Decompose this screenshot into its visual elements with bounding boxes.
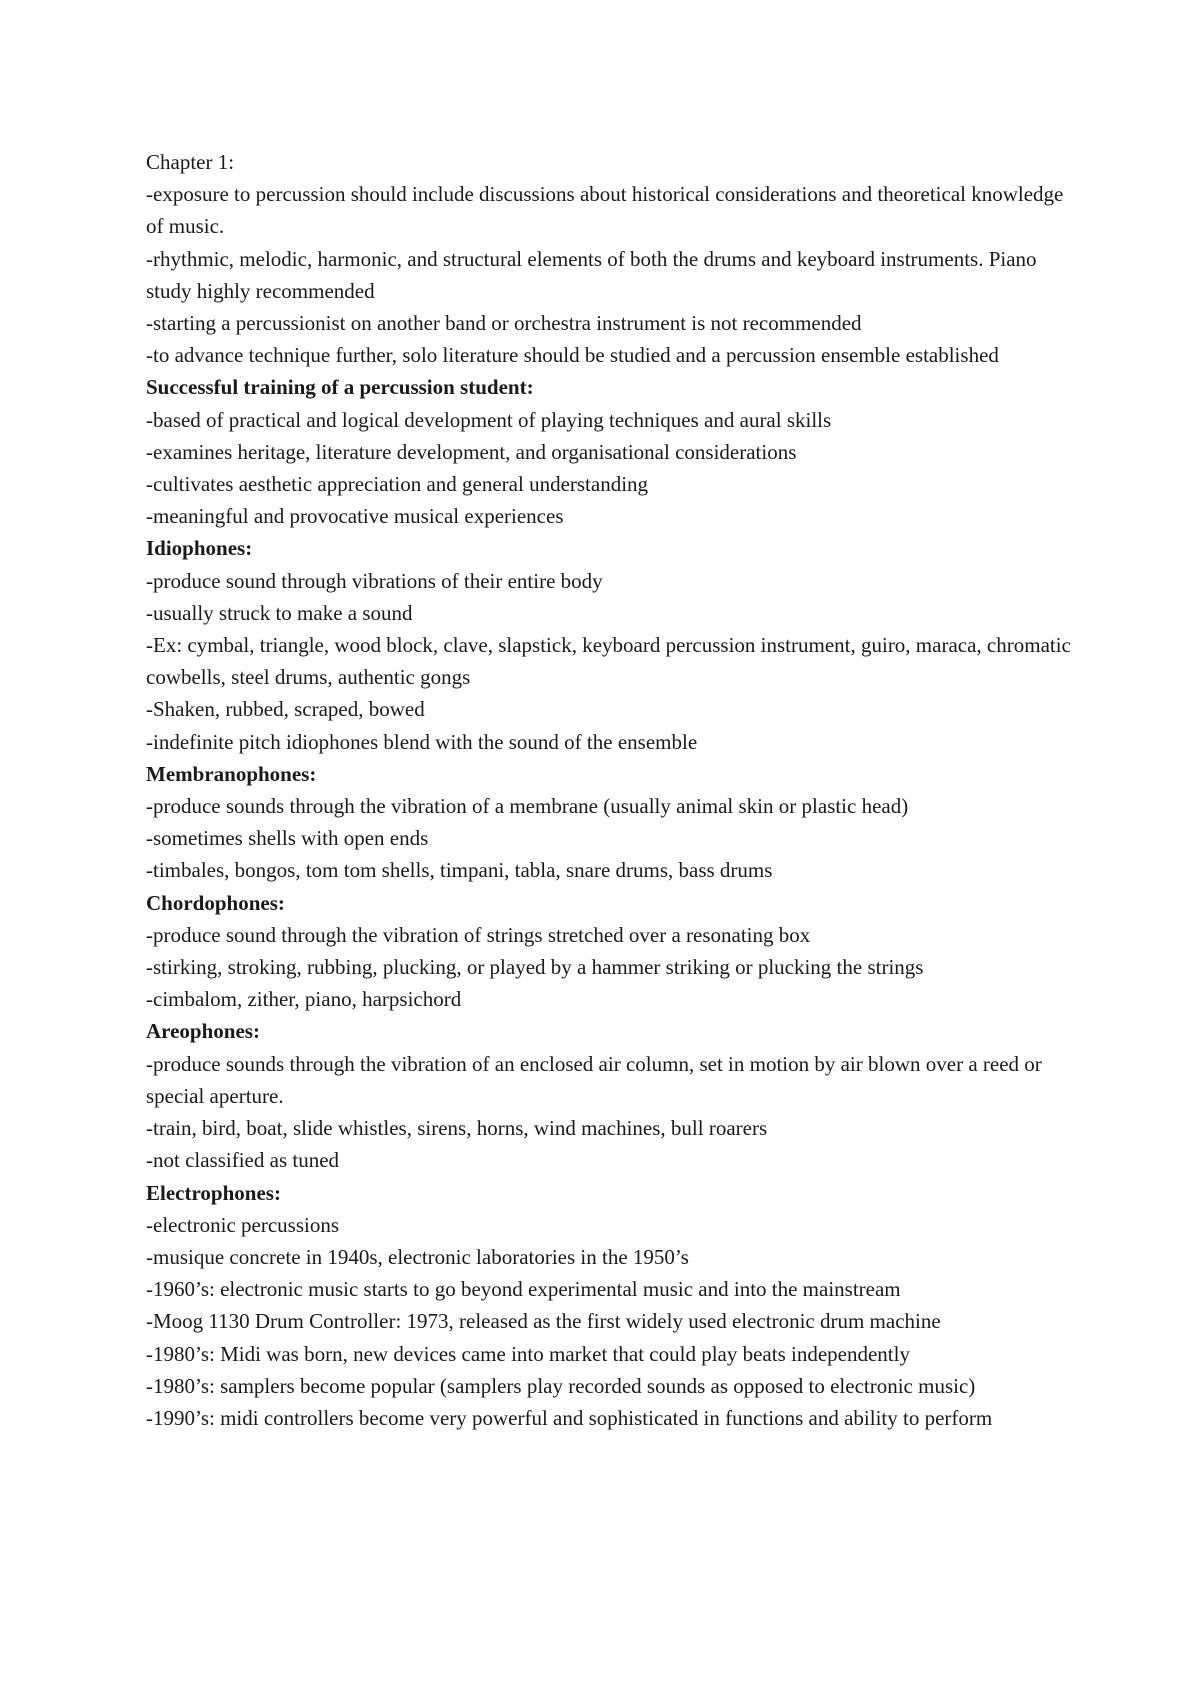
list-item: -meaningful and provocative musical experiences — [146, 504, 564, 529]
section-heading: Idiophones: — [146, 536, 253, 561]
intro-item: -rhythmic, melodic, harmonic, and structural elements of both the drums and keyboard instruments. Piano study highly recommended — [146, 246, 1037, 303]
list-item: -1980’s: Midi was born, new devices came into market that could play beats independently — [146, 1341, 910, 1366]
intro-item: -exposure to percussion should include discussions about historical considerations and theoretical knowledge of music. — [146, 182, 1064, 239]
list-item: -timbales, bongos, tom tom shells, timpani, tabla, snare drums, bass drums — [146, 858, 773, 883]
list-item: -cultivates aesthetic appreciation and general understanding — [146, 472, 649, 497]
list-item: -based of practical and logical development of playing techniques and aural skills — [146, 407, 832, 432]
list-item: -produce sounds through the vibration of a membrane (usually animal skin or plastic head) — [146, 794, 909, 819]
section-membranophones — [146, 758, 1076, 887]
list-item: -not classified as tuned — [146, 1148, 340, 1173]
section-electrophones — [146, 1177, 1076, 1435]
section-training — [146, 371, 1076, 532]
list-item: -indefinite pitch idiophones blend with the sound of the ensemble — [146, 729, 698, 754]
list-item: -train, bird, boat, slide whistles, sirens, horns, wind machines, bull roarers — [146, 1116, 768, 1141]
list-item: -produce sound through the vibration of strings stretched over a resonating box — [146, 922, 811, 947]
list-item: -sometimes shells with open ends — [146, 826, 429, 851]
list-item: -1990’s: midi controllers become very powerful and sophisticated in functions and ability to perform — [146, 1405, 993, 1430]
section-heading: Areophones: — [146, 1019, 260, 1044]
list-item: -1980’s: samplers become popular (samplers play recorded sounds as opposed to electronic music) — [146, 1373, 976, 1398]
section-heading: Membranophones: — [146, 761, 317, 786]
list-item: -musique concrete in 1940s, electronic laboratories in the 1950’s — [146, 1244, 689, 1269]
document-page — [146, 146, 1076, 1434]
section-heading: Chordophones: — [146, 890, 285, 915]
section-idiophones — [146, 532, 1076, 757]
list-item: -Shaken, rubbed, scraped, bowed — [146, 697, 425, 722]
list-item: -1960’s: electronic music starts to go beyond experimental music and into the mainstream — [146, 1277, 901, 1302]
section-heading: Electrophones: — [146, 1180, 281, 1205]
list-item: -produce sounds through the vibration of an enclosed air column, set in motion by air blown over a reed or special aperture. — [146, 1051, 1042, 1108]
list-item: -usually struck to make a sound — [146, 600, 413, 625]
section-heading: Successful training of a percussion student: — [146, 375, 534, 400]
chapter-title: Chapter 1: — [146, 150, 235, 174]
list-item: -Ex: cymbal, triangle, wood block, clave, slapstick, keyboard percussion instrument, guiro, maraca, chromatic cowbells, steel drums, authentic gongs — [146, 633, 1071, 690]
section-areophones — [146, 1015, 1076, 1176]
list-item: -stirking, stroking, rubbing, plucking, or played by a hammer striking or plucking the strings — [146, 955, 924, 980]
intro-item: -starting a percussionist on another band or orchestra instrument is not recommended — [146, 311, 862, 336]
list-item: -produce sound through vibrations of their entire body — [146, 568, 603, 593]
list-item: -examines heritage, literature development, and organisational considerations — [146, 439, 797, 464]
section-chordophones — [146, 887, 1076, 1016]
list-item: -electronic percussions — [146, 1212, 340, 1237]
list-item: -cimbalom, zither, piano, harpsichord — [146, 987, 462, 1012]
intro-item: -to advance technique further, solo literature should be studied and a percussion ensemble established — [146, 343, 999, 368]
list-item: -Moog 1130 Drum Controller: 1973, released as the first widely used electronic drum machine — [146, 1309, 941, 1334]
